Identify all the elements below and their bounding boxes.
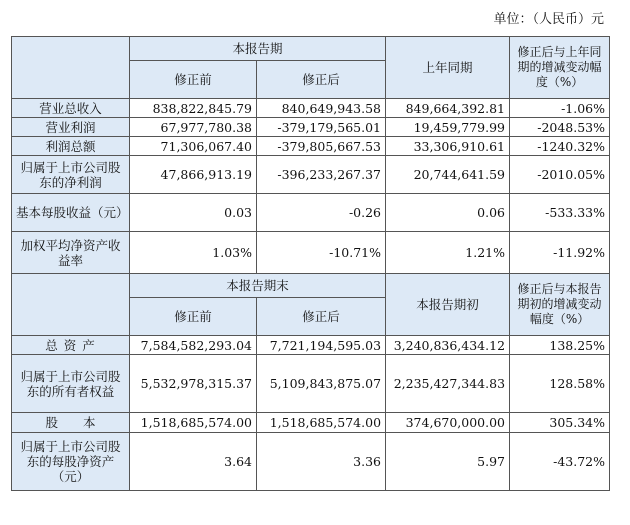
value-prior: 3,240,836,434.12	[386, 336, 510, 355]
value-change: -2010.05%	[510, 156, 610, 194]
row-label: 基本每股收益（元）	[12, 194, 130, 232]
value-before: 1,518,685,574.00	[130, 413, 257, 433]
value-before: 71,306,067.40	[130, 137, 257, 156]
value-after: -379,179,565.01	[257, 118, 386, 137]
value-change: -2048.53%	[510, 118, 610, 137]
value-after: 5,109,843,875.07	[257, 355, 386, 413]
row-label: 利润总额	[12, 137, 130, 156]
value-after: 3.36	[257, 433, 386, 491]
financial-table	[11, 36, 610, 491]
value-prior: 19,459,779.99	[386, 118, 510, 137]
value-after: -10.71%	[257, 232, 386, 274]
value-before: 0.03	[130, 194, 257, 232]
value-before: 3.64	[130, 433, 257, 491]
value-after: -396,233,267.37	[257, 156, 386, 194]
value-prior: 1.21%	[386, 232, 510, 274]
section1-header-row	[12, 37, 610, 61]
row-label: 归属于上市公司股东的每股净资产（元）	[12, 433, 130, 491]
value-change: 128.58%	[510, 355, 610, 413]
table-row	[12, 99, 610, 118]
section1-period-header: 本报告期	[130, 37, 386, 61]
value-change: 305.34%	[510, 413, 610, 433]
section1-change-header: 修正后与上年同期的增减变动幅度（%）	[510, 37, 610, 99]
value-prior: 5.97	[386, 433, 510, 491]
value-change: -1.06%	[510, 99, 610, 118]
value-prior: 33,306,910.61	[386, 137, 510, 156]
table-row	[12, 232, 610, 274]
table-row	[12, 433, 610, 491]
section1-before-header: 修正前	[130, 61, 257, 99]
value-change: 138.25%	[510, 336, 610, 355]
section2-change-header: 修正后与本报告期初的增减变动幅度（%）	[510, 274, 610, 336]
value-change: -1240.32%	[510, 137, 610, 156]
table-row	[12, 336, 610, 355]
row-label: 归属于上市公司股东的所有者权益	[12, 355, 130, 413]
value-change: -533.33%	[510, 194, 610, 232]
table-row	[12, 156, 610, 194]
value-prior: 849,664,392.81	[386, 99, 510, 118]
value-change: -11.92%	[510, 232, 610, 274]
row-label: 营业利润	[12, 118, 130, 137]
value-before: 1.03%	[130, 232, 257, 274]
section2-corner-cell	[12, 274, 130, 336]
section2-header-row	[12, 274, 610, 298]
section2-prior-header: 本报告期初	[386, 274, 510, 336]
table-row	[12, 355, 610, 413]
value-before: 838,822,845.79	[130, 99, 257, 118]
value-prior: 2,235,427,344.83	[386, 355, 510, 413]
value-after: 1,518,685,574.00	[257, 413, 386, 433]
value-prior: 20,744,641.59	[386, 156, 510, 194]
value-after: -0.26	[257, 194, 386, 232]
row-label: 总 资 产	[12, 336, 130, 355]
unit-label: 单位：（人民币）元	[493, 12, 604, 27]
row-label: 营业总收入	[12, 99, 130, 118]
value-before: 47,866,913.19	[130, 156, 257, 194]
row-label: 加权平均净资产收益率	[12, 232, 130, 274]
table-row	[12, 413, 610, 433]
value-before: 5,532,978,315.37	[130, 355, 257, 413]
section1-after-header: 修正后	[257, 61, 386, 99]
row-label: 股 本	[12, 413, 130, 433]
value-prior: 374,670,000.00	[386, 413, 510, 433]
value-change: -43.72%	[510, 433, 610, 491]
section1-prior-header: 上年同期	[386, 37, 510, 99]
value-prior: 0.06	[386, 194, 510, 232]
value-after: 840,649,943.58	[257, 99, 386, 118]
section1-corner-cell	[12, 37, 130, 99]
section2-after-header: 修正后	[257, 298, 386, 336]
table-row	[12, 194, 610, 232]
section2-period-header: 本报告期末	[130, 274, 386, 298]
row-label: 归属于上市公司股东的净利润	[12, 156, 130, 194]
value-before: 67,977,780.38	[130, 118, 257, 137]
value-after: 7,721,194,595.03	[257, 336, 386, 355]
table-row	[12, 137, 610, 156]
table-row	[12, 118, 610, 137]
value-before: 7,584,582,293.04	[130, 336, 257, 355]
value-after: -379,805,667.53	[257, 137, 386, 156]
section2-before-header: 修正前	[130, 298, 257, 336]
